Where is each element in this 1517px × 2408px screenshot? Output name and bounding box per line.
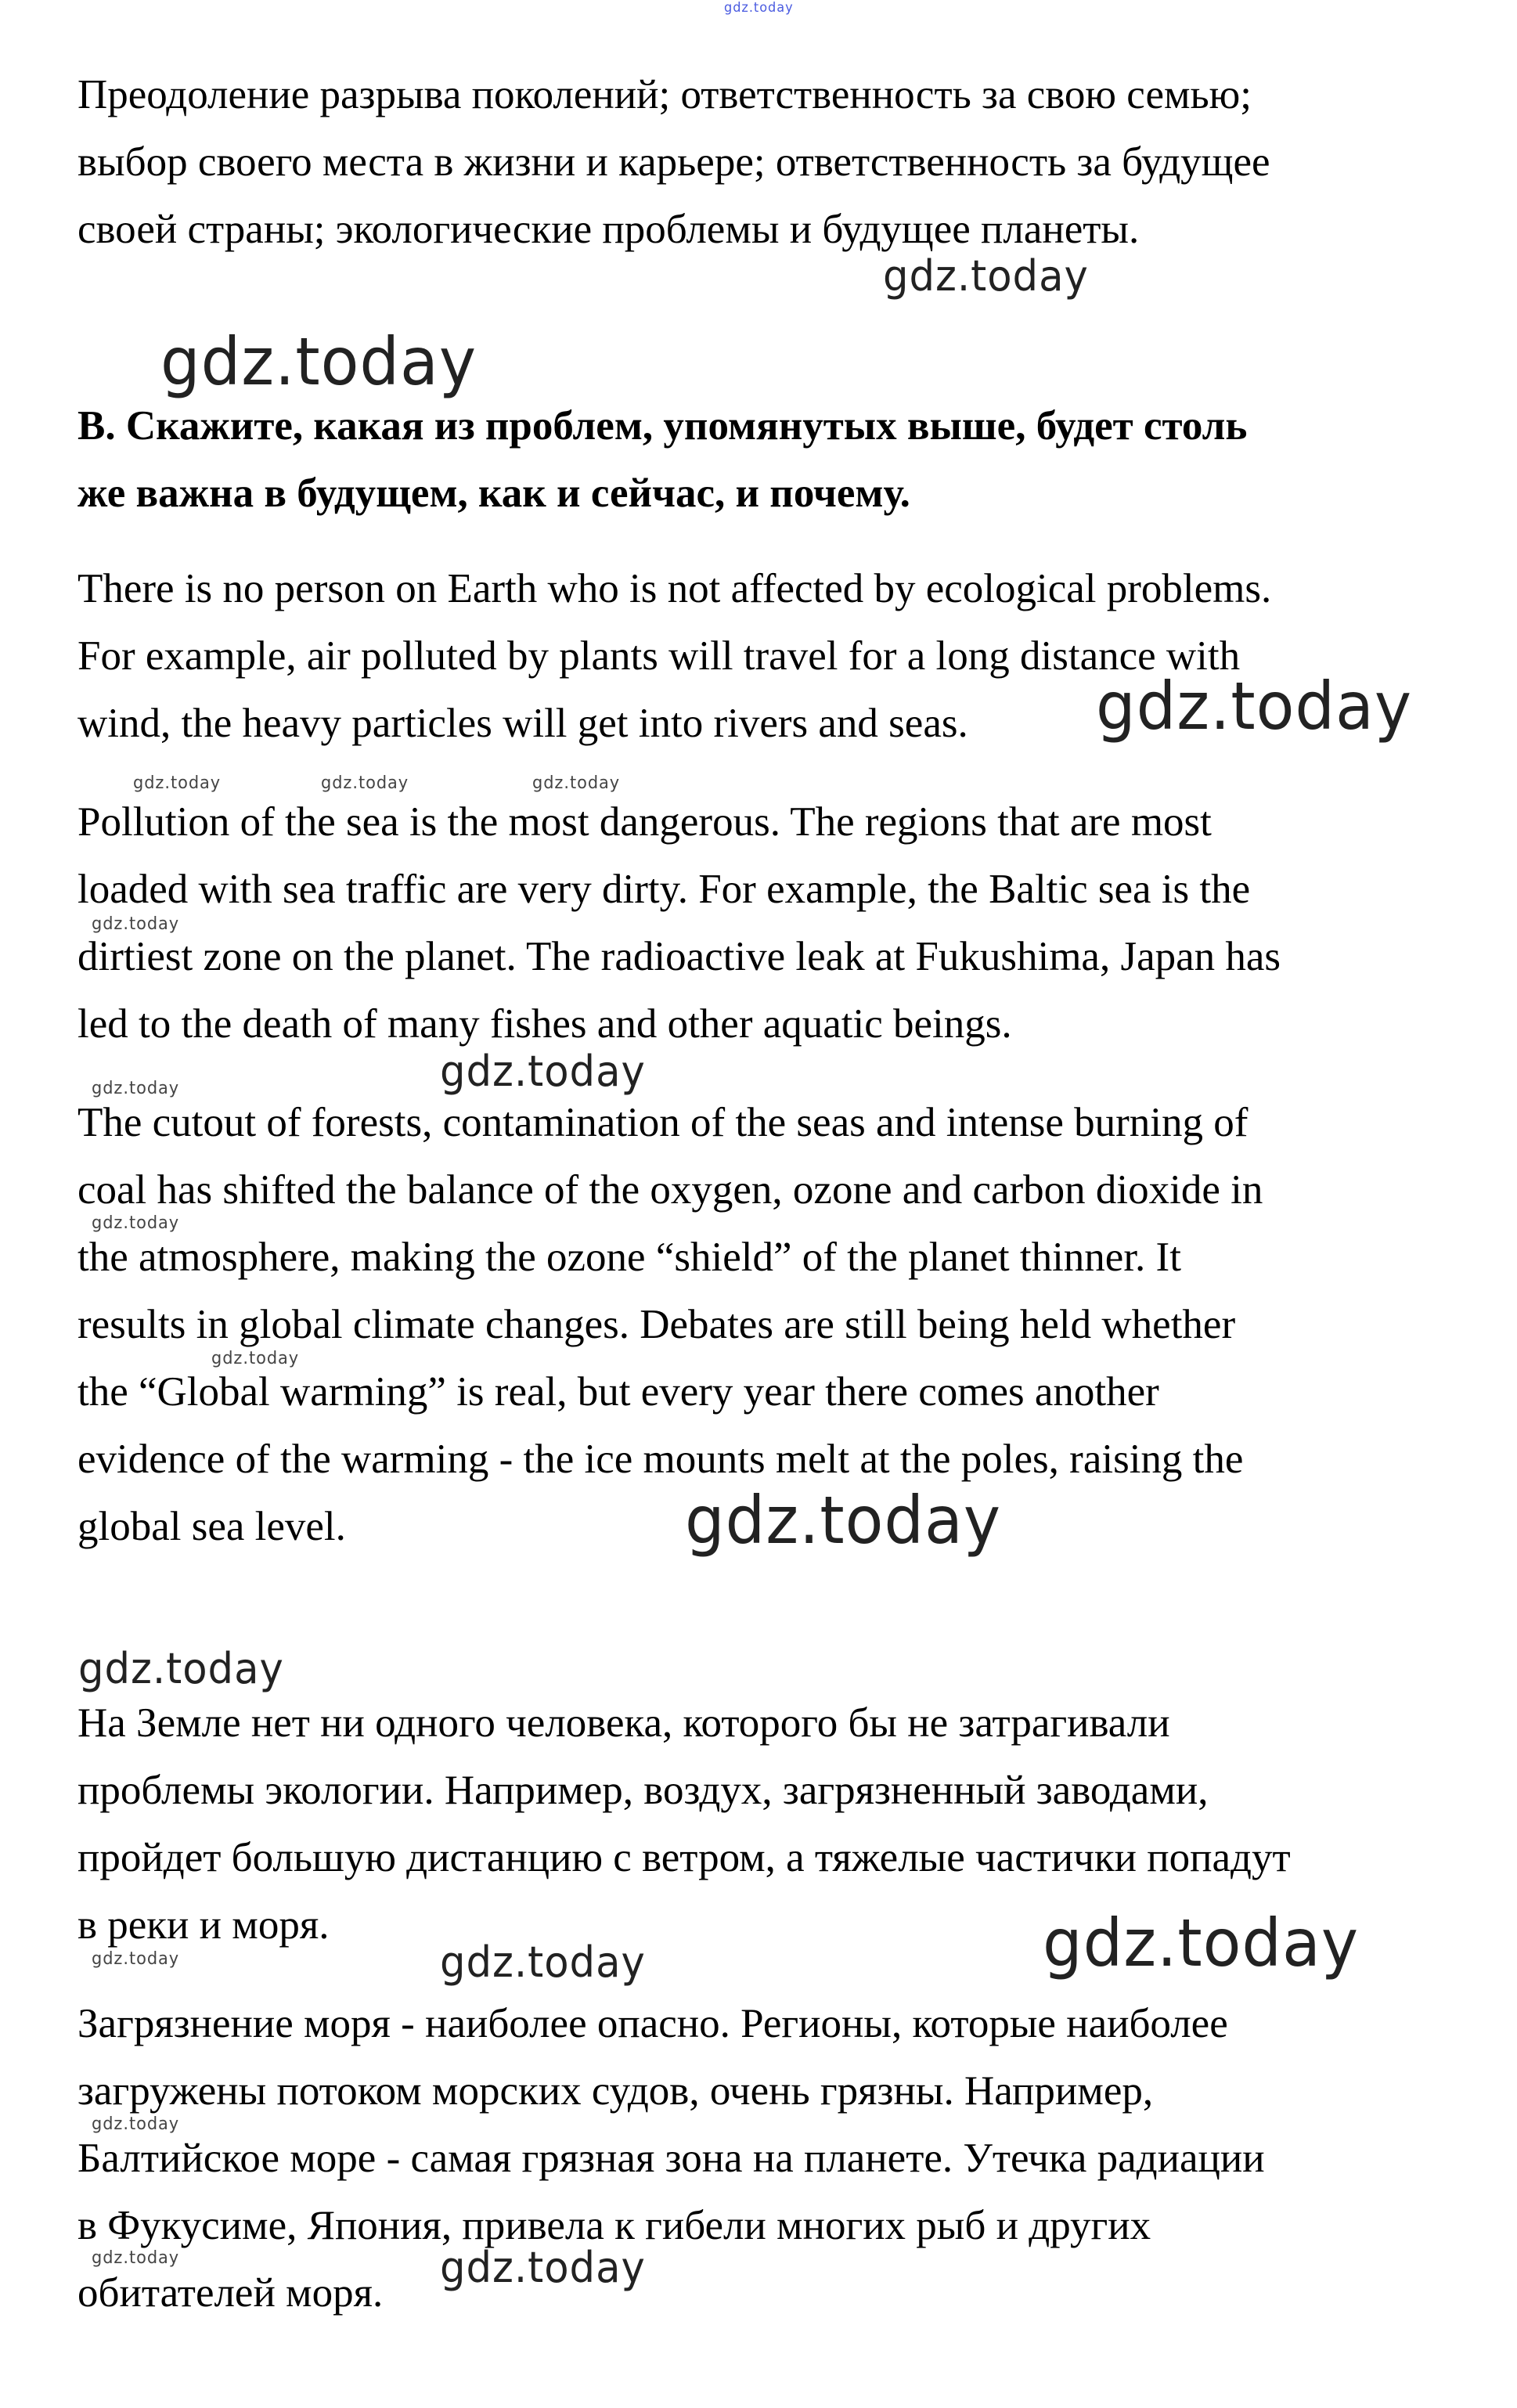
watermark: gdz.today <box>160 323 477 400</box>
watermark: gdz.today <box>883 251 1089 301</box>
intro-list-line: Преодоление разрыва поколений; ответственность за свою семью; <box>77 72 1252 117</box>
watermark: gdz.today <box>92 2248 180 2268</box>
task-b-heading-line: же важна в будущем, как и сейчас, и почему. <box>77 470 910 516</box>
watermark: gdz.today <box>211 1349 300 1368</box>
watermark: gdz.today <box>532 773 621 793</box>
ru-paragraph-2-line: в Фукусиме, Япония, привела к гибели многих рыб и других <box>77 2203 1151 2248</box>
watermark: gdz.today <box>321 773 409 793</box>
watermark: gdz.today <box>1043 1905 1360 1981</box>
en-paragraph-3-line: the “Global warming” is real, but every year there comes another <box>77 1369 1159 1415</box>
watermark: gdz.today <box>440 2243 646 2292</box>
watermark: gdz.today <box>440 1938 646 1987</box>
watermark: gdz.today <box>685 1482 1002 1559</box>
watermark: gdz.today <box>92 1213 180 1233</box>
watermark: gdz.today <box>92 1079 180 1098</box>
ru-paragraph-1-line: пройдет большую дистанцию с ветром, а тяжелые частички попадут <box>77 1835 1291 1880</box>
ru-paragraph-1-line: На Земле нет ни одного человека, которого бы не затрагивали <box>77 1700 1170 1746</box>
watermark: gdz.today <box>133 773 222 793</box>
intro-list-line: своей страны; экологические проблемы и будущее планеты. <box>77 207 1140 252</box>
ru-paragraph-2-line: Балтийское море - самая грязная зона на планете. Утечка радиации <box>77 2136 1265 2181</box>
en-paragraph-1-line: There is no person on Earth who is not affected by ecological problems. <box>77 566 1272 611</box>
en-paragraph-3-line: the atmosphere, making the ozone “shield” of the planet thinner. It <box>77 1235 1181 1280</box>
en-paragraph-2-line: led to the death of many fishes and other aquatic beings. <box>77 1001 1012 1047</box>
watermark: gdz.today <box>92 914 180 934</box>
en-paragraph-2-line: loaded with sea traffic are very dirty. For example, the Baltic sea is the <box>77 867 1251 912</box>
en-paragraph-2-line: Pollution of the sea is the most dangerous. The regions that are most <box>77 799 1212 845</box>
watermark: gdz.today <box>92 2114 180 2134</box>
en-paragraph-3-line: global sea level. <box>77 1504 346 1549</box>
watermark: gdz.today <box>92 1949 180 1969</box>
watermark: gdz.today <box>78 1644 284 1693</box>
ru-paragraph-2-line: загружены потоком морских судов, очень грязны. Например, <box>77 2068 1154 2114</box>
en-paragraph-3-line: results in global climate changes. Debates are still being held whether <box>77 1302 1236 1347</box>
watermark: gdz.today <box>724 0 794 16</box>
task-b-heading-line: B. Скажите, какая из проблем, упомянутых выше, будет столь <box>77 403 1248 449</box>
en-paragraph-3-line: evidence of the warming - the ice mounts melt at the poles, raising the <box>77 1437 1244 1482</box>
ru-paragraph-2-line: Загрязнение моря - наиболее опасно. Регионы, которые наиболее <box>77 2001 1228 2046</box>
en-paragraph-2-line: dirtiest zone on the planet. The radioactive leak at Fukushima, Japan has <box>77 934 1281 979</box>
watermark: gdz.today <box>440 1047 646 1096</box>
en-paragraph-3-line: coal has shifted the balance of the oxygen, ozone and carbon dioxide in <box>77 1167 1263 1213</box>
ru-paragraph-1-line: проблемы экологии. Например, воздух, загрязненный заводами, <box>77 1768 1209 1813</box>
watermark: gdz.today <box>1096 668 1413 744</box>
en-paragraph-1-line: wind, the heavy particles will get into rivers and seas. <box>77 701 968 746</box>
ru-paragraph-2-line: обитателей моря. <box>77 2270 384 2316</box>
en-paragraph-3-line: The cutout of forests, contamination of the seas and intense burning of <box>77 1100 1249 1145</box>
ru-paragraph-1-line: в реки и моря. <box>77 1902 330 1948</box>
intro-list-line: выбор своего места в жизни и карьере; ответственность за будущее <box>77 139 1270 185</box>
en-paragraph-1-line: For example, air polluted by plants will travel for a long distance with <box>77 633 1241 679</box>
